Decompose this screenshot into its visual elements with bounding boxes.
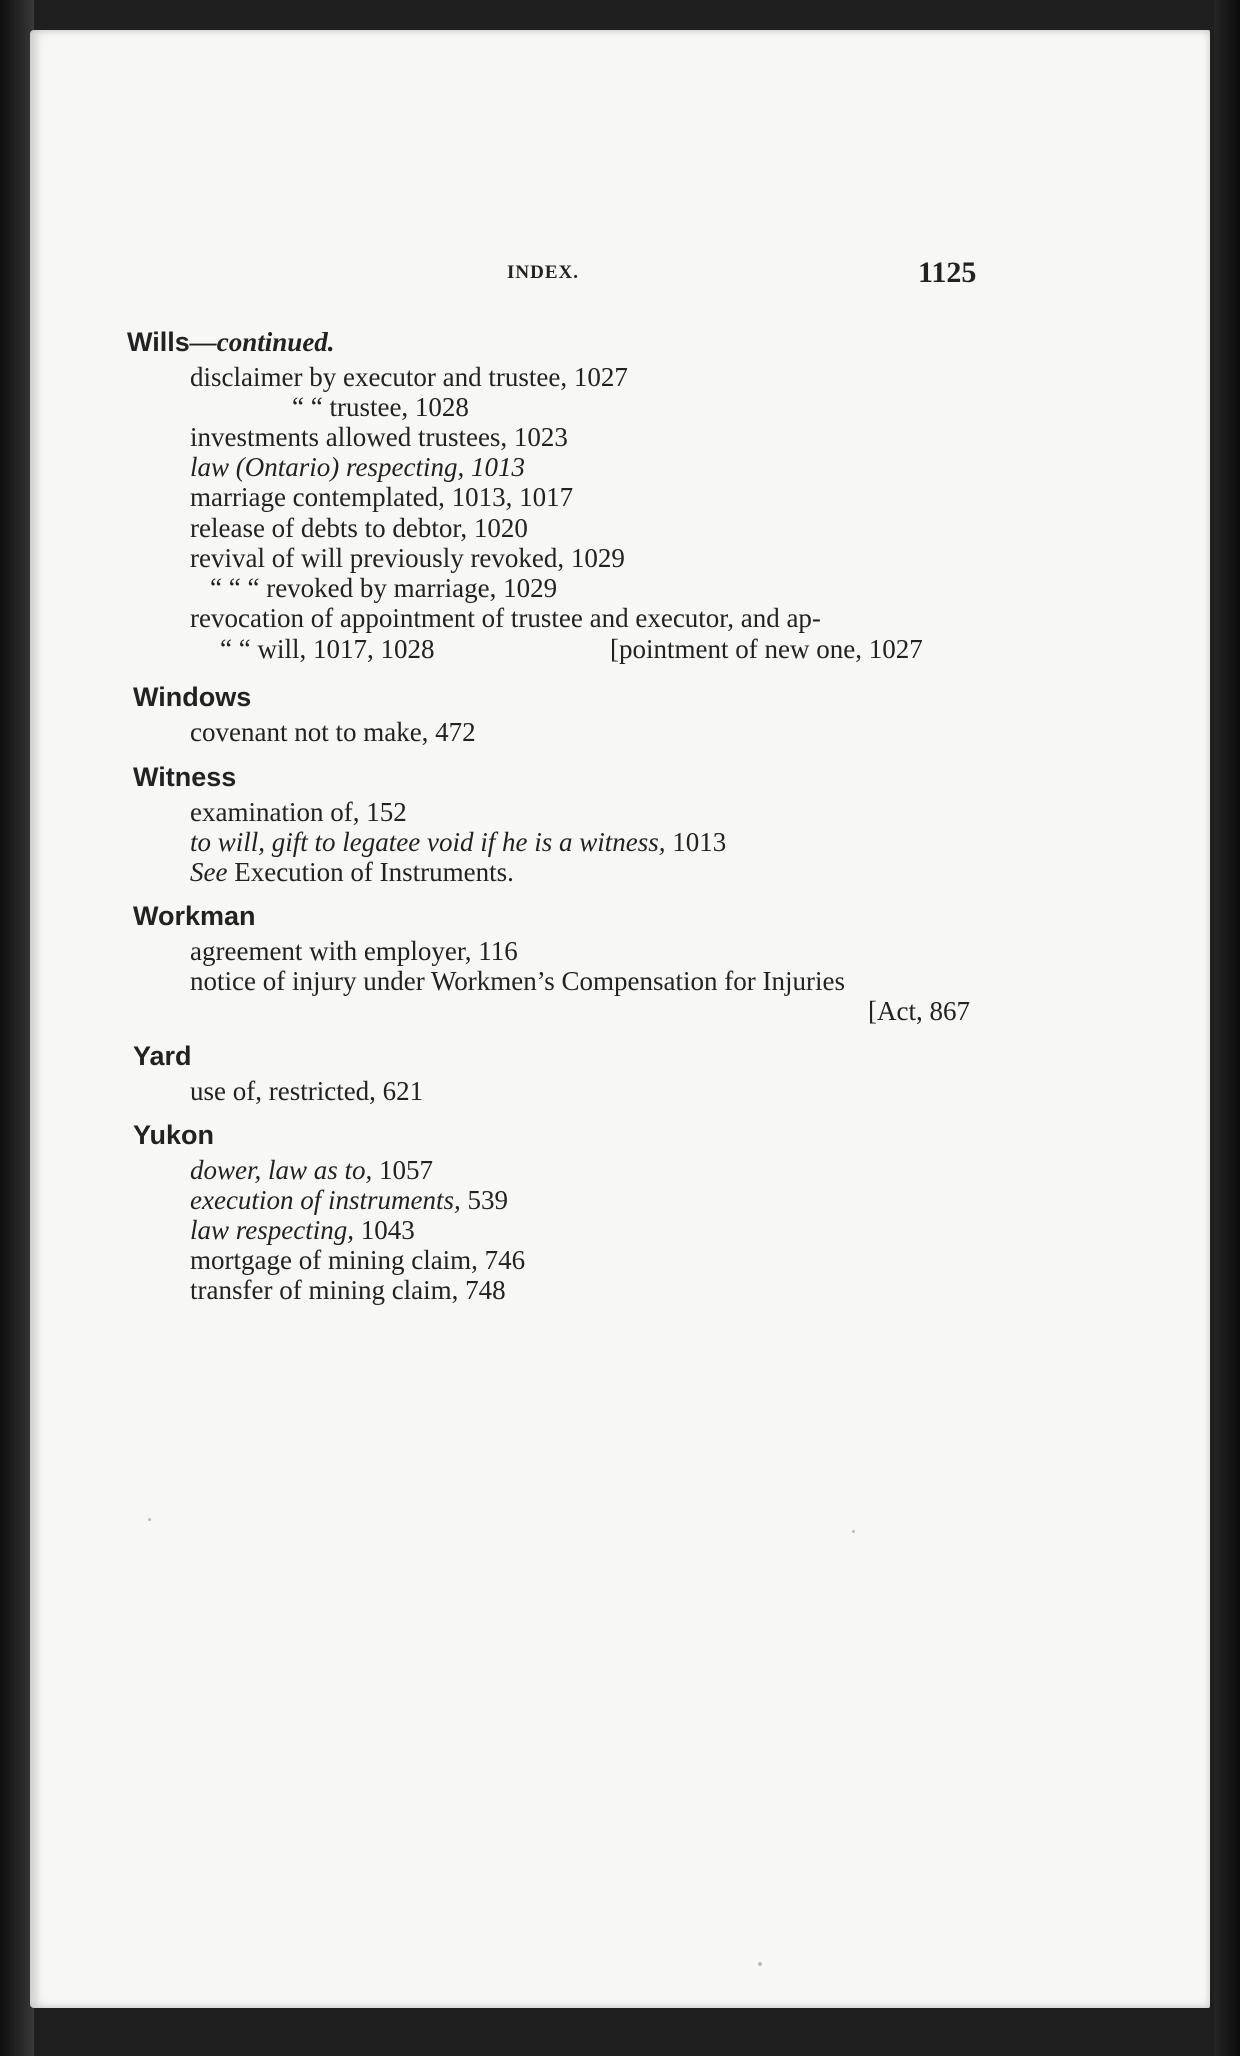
- index-line: marriage contemplated, 1013, 1017: [190, 482, 574, 512]
- index-line: “ “ “ revoked by marriage, 1029: [210, 573, 558, 603]
- index-line: [190, 827, 726, 858]
- index-line: “ “ will, 1017, 1028: [220, 634, 435, 664]
- scan-right-edge: [1214, 0, 1240, 2056]
- index-line-italic: dower, law as to,: [190, 1155, 373, 1185]
- index-line: [190, 857, 514, 888]
- index-line: notice of injury under Workmen’s Compensation for Injuries: [190, 966, 845, 996]
- index-line: [190, 1155, 433, 1186]
- heading-text: Wills: [127, 327, 190, 357]
- index-line: investments allowed trustees, 1023: [190, 422, 568, 452]
- index-line: “ “ trustee, 1028: [292, 392, 469, 422]
- index-heading-wills: [127, 327, 335, 358]
- paper-sheet: [30, 30, 1210, 2008]
- index-line: mortgage of mining claim, 746: [190, 1245, 526, 1275]
- index-line: agreement with employer, 116: [190, 936, 518, 966]
- index-line: transfer of mining claim, 748: [190, 1275, 506, 1305]
- see-label: See: [190, 857, 228, 887]
- index-line-italic: execution of instruments,: [190, 1185, 461, 1215]
- index-heading-witness: Witness: [133, 762, 237, 792]
- scan-speck: [852, 1530, 855, 1533]
- index-line-italic: to will, gift to legatee void if he is a witness,: [190, 827, 666, 857]
- index-line: release of debts to debtor, 1020: [190, 513, 528, 543]
- index-line: [pointment of new one, 1027: [610, 634, 923, 664]
- index-line: examination of, 152: [190, 797, 407, 827]
- index-line-italic: law respecting,: [190, 1215, 354, 1245]
- index-line: covenant not to make, 472: [190, 717, 476, 747]
- running-head: INDEX.: [507, 262, 579, 283]
- index-line: revocation of appointment of trustee and executor, and ap-: [190, 603, 821, 633]
- index-heading-workman: Workman: [133, 901, 256, 931]
- index-line: use of, restricted, 621: [190, 1076, 424, 1106]
- page-content: [30, 30, 1210, 2008]
- continued-label: —continued.: [189, 327, 335, 357]
- index-line-page: 539: [460, 1185, 508, 1215]
- index-line: [190, 1215, 415, 1246]
- see-target: Execution of Instruments.: [227, 857, 514, 887]
- page-number: 1125: [918, 256, 977, 289]
- scan-left-edge: [0, 0, 34, 2056]
- index-line: disclaimer by executor and trustee, 1027: [190, 362, 628, 392]
- index-line-page: 1013: [665, 827, 727, 857]
- index-heading-windows: Windows: [133, 682, 252, 712]
- index-line: [190, 1185, 508, 1216]
- index-line-page: 1057: [372, 1155, 434, 1185]
- index-line: [Act, 867: [868, 996, 970, 1026]
- index-heading-yukon: Yukon: [133, 1120, 215, 1150]
- scan-speck: [758, 1962, 762, 1966]
- scan-speck: [148, 1518, 151, 1521]
- index-line: law (Ontario) respecting, 1013: [190, 452, 525, 482]
- index-heading-yard: Yard: [133, 1041, 192, 1071]
- index-line: revival of will previously revoked, 1029: [190, 543, 625, 573]
- index-line-page: 1043: [353, 1215, 415, 1245]
